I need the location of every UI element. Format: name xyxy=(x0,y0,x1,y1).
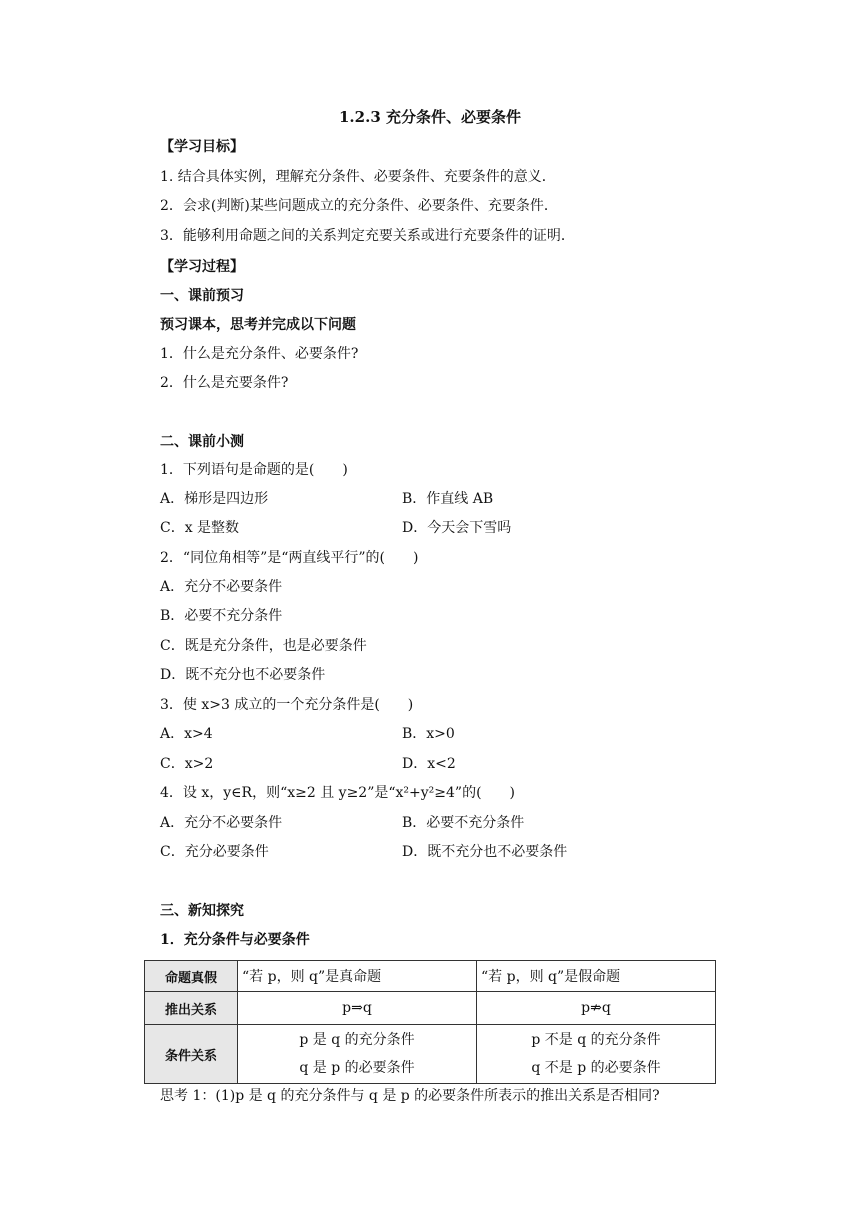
choice-option: C．既是充分条件，也是必要条件 xyxy=(160,638,367,654)
preview-question: 2．什么是充要条件? xyxy=(160,375,289,391)
question-stem: 1．下列语句是命题的是( ) xyxy=(160,462,348,478)
choice-option: A．充分不必要条件 xyxy=(160,815,283,831)
choice-option: C．x 是整数 xyxy=(160,520,240,536)
goal-item: 2．会求(判断)某些问题成立的充分条件、必要条件、充要条件． xyxy=(160,198,558,214)
choice-option: A．x>4 xyxy=(160,726,213,742)
table-cell: p⇒q xyxy=(238,992,477,1025)
question-stem: 2．“同位角相等”是“两直线平行”的( ) xyxy=(160,550,419,566)
table-cell: p⇏q xyxy=(477,992,716,1025)
think-question: 思考 1：(1)p 是 q 的充分条件与 q 是 p 的必要条件所表示的推出关系是否相同? xyxy=(160,1088,660,1104)
row-header: 推出关系 xyxy=(145,992,238,1025)
choice-option: A．梯形是四边形 xyxy=(160,491,269,507)
cell-line: p 不是 q 的充分条件 xyxy=(531,1032,661,1048)
section-heading: 二、课前小测 xyxy=(160,434,244,450)
goals-heading: 【学习目标】 xyxy=(160,139,244,155)
section-subheading: 1．充分条件与必要条件 xyxy=(160,932,310,948)
cell-line: q 不是 p 的必要条件 xyxy=(531,1060,661,1076)
row-header: 命题真假 xyxy=(145,961,238,992)
question-stem: 4．设 x，y∈R，则“x≥2 且 y≥2”是“x²+y²≥4”的( ) xyxy=(160,785,515,801)
choice-option: D．x<2 xyxy=(402,756,456,772)
section-heading: 三、新知探究 xyxy=(160,903,244,919)
table-cell: “若 p，则 q”是真命题 xyxy=(238,961,477,992)
goal-item: 3．能够利用命题之间的关系判定充要关系或进行充要条件的证明． xyxy=(160,228,575,244)
table-cell: “若 p，则 q”是假命题 xyxy=(477,961,716,992)
cell-line: q 是 p 的必要条件 xyxy=(299,1060,415,1076)
choice-option: D．今天会下雪吗 xyxy=(402,520,512,536)
cell-line: p 是 q 的充分条件 xyxy=(299,1032,415,1048)
choice-option: B．必要不充分条件 xyxy=(160,608,283,624)
table-cell xyxy=(238,1025,477,1084)
table-row xyxy=(145,961,716,992)
row-header: 条件关系 xyxy=(145,1025,238,1084)
goal-item: 1. 结合具体实例，理解充分条件、必要条件、充要条件的意义． xyxy=(160,169,556,185)
choice-option: B．必要不充分条件 xyxy=(402,815,525,831)
choice-option: C．充分必要条件 xyxy=(160,844,269,860)
section-subheading: 预习课本，思考并完成以下问题 xyxy=(160,317,356,333)
question-stem: 3．使 x>3 成立的一个充分条件是( ) xyxy=(160,697,414,713)
choice-option: C．x>2 xyxy=(160,756,214,772)
choice-option: B．作直线 AB xyxy=(402,491,494,507)
choice-option: D．既不充分也不必要条件 xyxy=(402,844,568,860)
condition-table xyxy=(144,960,716,1084)
preview-question: 1．什么是充分条件、必要条件? xyxy=(160,346,359,362)
table-row xyxy=(145,1025,716,1084)
page-title: 1.2.3 充分条件、必要条件 xyxy=(339,108,521,126)
choice-option: D．既不充分也不必要条件 xyxy=(160,667,326,683)
section-heading: 一、课前预习 xyxy=(160,288,244,304)
choice-option: B．x>0 xyxy=(402,726,455,742)
table-row xyxy=(145,992,716,1025)
choice-option: A．充分不必要条件 xyxy=(160,579,283,595)
table-cell xyxy=(477,1025,716,1084)
process-heading: 【学习过程】 xyxy=(160,259,244,275)
